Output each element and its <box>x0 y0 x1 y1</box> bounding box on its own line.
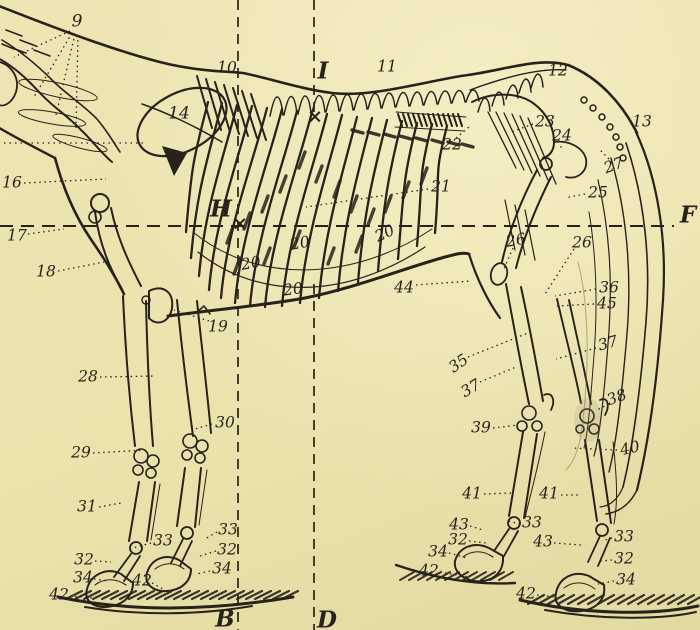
carpus-near <box>133 449 159 478</box>
skeleton-detail <box>462 144 473 147</box>
skeleton-detail <box>496 112 524 170</box>
label-leader-line <box>205 532 217 539</box>
figure-label-22: 22 <box>442 135 462 154</box>
figure-label-28: 28 <box>78 367 98 386</box>
figure-label-14: 14 <box>168 103 190 124</box>
skeleton-detail <box>488 112 516 168</box>
fetlock-near-front <box>130 542 142 554</box>
neck-underside <box>0 126 55 158</box>
cross-mark: × <box>232 212 248 235</box>
skeleton-detail <box>280 176 286 192</box>
figure-label-17: 17 <box>7 226 27 245</box>
label-leader-line <box>555 289 596 296</box>
figure-label-35: 35 <box>445 350 472 377</box>
figure-label-31: 31 <box>77 497 97 516</box>
figure-label-34: 34 <box>73 568 93 587</box>
skeleton-detail <box>413 114 417 126</box>
figure-label-34: 34 <box>212 559 232 578</box>
figure-label-33: 33 <box>153 531 173 550</box>
figure-label-24: 24 <box>552 126 572 145</box>
reference-letter-H: H <box>210 195 232 223</box>
figure-label-33: 33 <box>522 513 542 532</box>
costal-arch <box>198 247 425 287</box>
skeleton-detail <box>478 98 490 112</box>
label-leader-line <box>34 33 72 97</box>
skeleton-detail <box>519 79 531 93</box>
skeleton-detail <box>340 95 353 112</box>
ischium <box>554 142 586 178</box>
figure-label-32: 32 <box>74 550 94 569</box>
figure-label-21: 21 <box>431 177 451 196</box>
figure-label-34: 34 <box>428 542 448 561</box>
label-leader-line <box>493 425 518 428</box>
skeleton-detail <box>423 114 427 126</box>
cannon-far-front <box>177 468 201 527</box>
label-leader-line <box>556 304 594 306</box>
figure-label-29: 29 <box>71 443 91 462</box>
figure-label-43: 43 <box>533 532 553 551</box>
mane-hatch <box>2 30 50 56</box>
skeleton-detail <box>458 114 462 126</box>
label-leader-line <box>93 450 148 453</box>
figure-label-20: 20 <box>371 220 398 246</box>
figure-label-16: 16 <box>2 173 22 192</box>
figure-label-20: 20 <box>239 252 263 274</box>
skeleton-detail <box>408 114 412 126</box>
figure-label-18: 18 <box>36 262 56 281</box>
skeleton-detail <box>368 132 379 135</box>
label-leader-line <box>76 35 78 128</box>
shoulder-joint <box>91 194 109 212</box>
label-leader-line <box>28 229 64 234</box>
cervical-vertebrae <box>0 58 112 162</box>
skeleton-detail <box>433 114 437 126</box>
figure-label-40: 40 <box>618 437 642 460</box>
figure-label-26: 26 <box>572 233 592 252</box>
fetlock-far-front <box>181 527 193 539</box>
reference-letter-I: I <box>317 57 329 85</box>
reference-letter-B: B <box>215 605 235 630</box>
figure-label-20: 20 <box>288 232 312 254</box>
figure-label-13: 13 <box>632 112 652 131</box>
patella <box>488 261 509 286</box>
hock-near <box>517 406 542 431</box>
figure-label-33: 33 <box>614 527 634 546</box>
label-leader-line <box>416 281 471 285</box>
skeleton-detail <box>316 166 322 182</box>
label-leader-line <box>565 194 585 198</box>
skeleton-detail <box>384 134 395 137</box>
hoof-far-front <box>146 557 191 591</box>
label-leader-line <box>508 521 520 524</box>
figure-label-26: 26 <box>504 229 528 251</box>
figure-label-41: 41 <box>462 484 482 503</box>
figure-label-25: 25 <box>588 183 608 202</box>
scapula-shade <box>162 146 187 176</box>
figure-label-23: 23 <box>535 112 555 131</box>
hoof-far-hind-inner <box>564 583 595 589</box>
skeleton-detail <box>382 93 395 108</box>
skeleton-detail <box>428 114 432 126</box>
radius-far <box>177 300 211 436</box>
figure-label-36: 36 <box>599 278 619 297</box>
label-leader-line <box>545 249 574 294</box>
figure-label-37: 37 <box>457 375 484 402</box>
figure-label-42: 42 <box>132 571 152 590</box>
figure-label-38: 38 <box>604 385 630 410</box>
label-leader-line <box>56 34 75 115</box>
hoof-near-front-inner <box>95 580 126 585</box>
figure-label-42: 42 <box>419 561 439 580</box>
skeleton-detail <box>424 92 437 106</box>
skeleton-detail <box>328 248 334 264</box>
figure-label-30: 30 <box>215 413 235 432</box>
figure-label-43: 43 <box>449 515 469 534</box>
figure-label-37: 37 <box>595 332 620 355</box>
skeleton-detail <box>400 136 411 139</box>
reference-letter-F: F <box>679 201 697 229</box>
figure-label-19: 19 <box>208 317 228 336</box>
label-leader-line <box>480 367 516 382</box>
skeleton-detail <box>416 138 427 141</box>
figure-label-12: 12 <box>548 61 568 80</box>
figure-label-45: 45 <box>597 294 617 313</box>
label-leader-line <box>200 551 216 556</box>
label-leader-line <box>197 571 210 574</box>
skeleton-detail <box>368 209 374 225</box>
figure-label-9: 9 <box>71 11 83 32</box>
figure-label-32: 32 <box>614 549 634 568</box>
skeleton-detail <box>531 74 543 88</box>
flank-line <box>469 254 500 318</box>
label-leader-line <box>95 561 111 562</box>
label-leader-line <box>99 503 121 507</box>
hoof-far-front-inner <box>155 564 184 569</box>
cannon-near-hind <box>509 432 537 518</box>
reference-letter-D: D <box>317 606 337 630</box>
humerus <box>95 208 141 289</box>
cannon-far-hind <box>585 440 611 523</box>
skeleton-detail <box>264 248 270 264</box>
smudge <box>574 398 602 442</box>
fetlock-far-hind <box>596 524 608 536</box>
figure-label-42: 42 <box>516 584 536 603</box>
figure-label-41: 41 <box>539 484 559 503</box>
label-leader-line <box>58 262 104 271</box>
label-leader-line <box>511 124 533 132</box>
carpus-far <box>182 434 208 463</box>
figure-label-27: 27 <box>601 153 627 178</box>
figure-label-20: 20 <box>281 278 304 300</box>
label-leader-line <box>554 543 581 545</box>
skeleton-detail <box>398 123 417 259</box>
cross-mark: × <box>307 105 323 128</box>
figure-label-32: 32 <box>448 530 468 549</box>
skeleton-detail <box>368 94 381 110</box>
skeleton-detail <box>504 113 532 173</box>
figure-label-32: 32 <box>217 540 237 559</box>
label-leader-line <box>469 541 486 543</box>
skeleton-detail <box>438 91 451 104</box>
cervical-vertebrae-upper <box>2 40 120 152</box>
figure-label-42: 42 <box>49 585 69 604</box>
pastern-far-hind <box>588 536 610 566</box>
skeleton-detail <box>326 95 339 112</box>
skeleton-detail <box>358 120 387 282</box>
skeleton-detail <box>417 124 432 246</box>
skeleton-detail <box>438 114 442 126</box>
calcaneus-near <box>544 394 553 410</box>
skeleton-detail <box>354 94 367 110</box>
label-leader-line <box>484 493 512 494</box>
figure-label-44: 44 <box>394 278 414 297</box>
cannon-near-front <box>129 482 155 541</box>
tibia-near <box>506 284 543 404</box>
skeleton-detail <box>284 97 297 116</box>
neck-muscle-hatch <box>17 75 98 105</box>
label-leader-line <box>24 179 106 183</box>
skeleton-detail <box>452 91 465 104</box>
label-leader-line <box>470 526 483 530</box>
skeleton-detail <box>262 196 268 212</box>
figure-label-33: 33 <box>218 520 238 539</box>
skeleton-detail <box>398 114 402 126</box>
skeleton-detail <box>418 114 422 126</box>
figure-label-10: 10 <box>217 58 237 77</box>
figure-label-11: 11 <box>377 57 397 76</box>
skeleton-detail <box>403 114 407 126</box>
skeleton-detail <box>410 92 423 106</box>
skeleton-detail <box>396 93 409 108</box>
hoof-near-hind-inner <box>463 552 493 557</box>
figure-label-39: 39 <box>471 418 491 437</box>
figure-label-34: 34 <box>616 570 636 589</box>
hoof-far-hind <box>556 574 605 611</box>
label-leader-line <box>556 348 596 359</box>
label-leader-line <box>600 560 612 561</box>
